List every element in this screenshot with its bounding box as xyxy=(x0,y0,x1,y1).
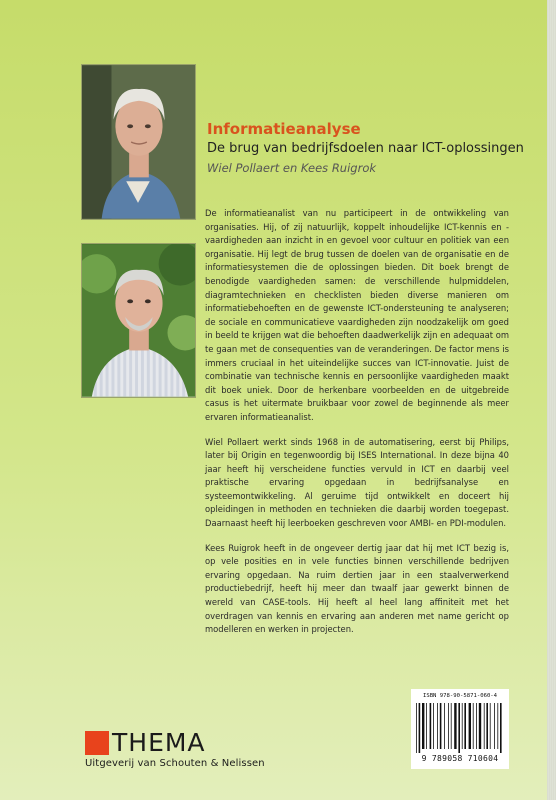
barcode-number: 9 789058 710604 xyxy=(421,754,499,763)
logo-square-icon xyxy=(85,731,109,755)
barcode-bar xyxy=(440,703,442,749)
author-photo-kees-ruigrok xyxy=(81,243,196,398)
book-subtitle: De brug van bedrijfsdoelen naar ICT-oplossingen xyxy=(207,141,524,156)
barcode-bar xyxy=(454,703,456,749)
portrait-2-illustration xyxy=(82,244,195,397)
barcode-bars-icon xyxy=(415,703,505,753)
barcode-bar xyxy=(494,703,495,749)
publisher-name: THEMA xyxy=(112,728,206,757)
barcode-bar xyxy=(497,703,498,749)
barcode-bar xyxy=(479,703,481,749)
barcode-bar xyxy=(448,703,449,749)
barcode-bar xyxy=(430,703,432,749)
barcode-bar xyxy=(464,703,466,749)
blurb-paragraph-intro: De informatieanalist van nu participeert in de ontwikkeling van organisaties. Hij, of zij natuurlijk, koppelt inhoudelijke ICT-kennis en -vaardigheden aan inzicht in en gevoel voor cultuur en politiek van een organisatie. Hij legt de brug tussen de doelen van de organisatie en de informatiesystemen die de oplossingen bieden. Dit boek brengt de benodigde vaardigheden samen: de verschillende hulpmiddelen, diagramtechnieken en checklisten bieden diverse manieren om informatiebehoeften en de gewenste ICT-ondersteuning te analyseren; de sociale en communicatieve vaardigheden zijn noodzakelijk om goed in beeld te krijgen wat die behoeften daadwerkelijk zijn en adequaat om te gaan met de consequenties van de veranderingen. De factor mens is immers cruciaal in het uiteindelijke succes van ICT-innovatie. Juist de combinatie van technische kennis en persoonlijke vaardigheden maakt dit boek uniek. Door de herkenbare voorbeelden en de uitgebreide casus is het uitermate bruikbaar voor zowel de beginnende als meer ervaren informatieanalist. xyxy=(205,208,509,422)
book-title: Informatieanalyse xyxy=(207,120,361,138)
publisher-tagline: Uitgeverij van Schouten & Nelissen xyxy=(85,758,265,769)
barcode-bar xyxy=(451,703,452,749)
blurb-text xyxy=(205,207,509,648)
barcode-bar xyxy=(473,703,474,749)
barcode-bar xyxy=(416,703,417,753)
portrait-1-illustration xyxy=(82,65,195,219)
barcode-bar xyxy=(486,703,488,749)
barcode-bar xyxy=(476,703,477,749)
barcode-bar xyxy=(490,703,491,749)
barcode-bar xyxy=(419,703,421,753)
blurb-paragraph-author-1: Wiel Pollaert werkt sinds 1968 in de automatisering, eerst bij Philips, later bij Origin en tegenwoordig bij ISES International. In deze bijna 40 jaar heeft hij verscheidene functies vervuld in ICT en daarbij veel praktische ervaring opgedaan in bedrijfsanalyse en systeemontwikkeling. Al geruime tijd ontwikkelt en doceert hij opleidingen in methoden en technieken die daarbij worden toegepast. Daarnaast heeft hij leerboeken geschreven voor AMBI- en PDI-modulen. xyxy=(205,436,509,529)
barcode-bar xyxy=(422,703,424,749)
barcode-bar xyxy=(462,703,463,749)
page-edge xyxy=(547,0,556,800)
isbn-label: ISBN 978-90-5871-060-4 xyxy=(422,693,498,699)
book-authors: Wiel Pollaert en Kees Ruigrok xyxy=(207,161,377,175)
barcode-bar xyxy=(444,703,445,749)
blurb-paragraph-author-2: Kees Ruigrok heeft in de ongeveer dertig jaar dat hij met ICT bezig is, op vele posities en in vele functies binnen verschillende bedrijven ervaring opgedaan. Na ruim dertien jaar in een staalverwerkend productiebedrijf, heeft hij meer dan twaalf jaar gewerkt binnen de wereld van CASE-tools. Hij heeft al heel lang affiniteit met het overdragen van kennis en ervaring aan anderen met name gericht op modelleren en werken in projecten. xyxy=(205,542,509,635)
barcode-bar xyxy=(500,703,502,753)
barcode-bar xyxy=(469,703,471,749)
author-photo-wiel-pollaert xyxy=(81,64,196,220)
isbn-barcode xyxy=(411,689,509,769)
publisher-logo xyxy=(85,728,265,769)
barcode-bar xyxy=(437,703,438,749)
barcode-bar xyxy=(458,703,460,753)
barcode-bar xyxy=(433,703,434,749)
barcode-bar xyxy=(484,703,485,749)
title-block xyxy=(207,120,527,177)
barcode-bar xyxy=(426,703,427,749)
